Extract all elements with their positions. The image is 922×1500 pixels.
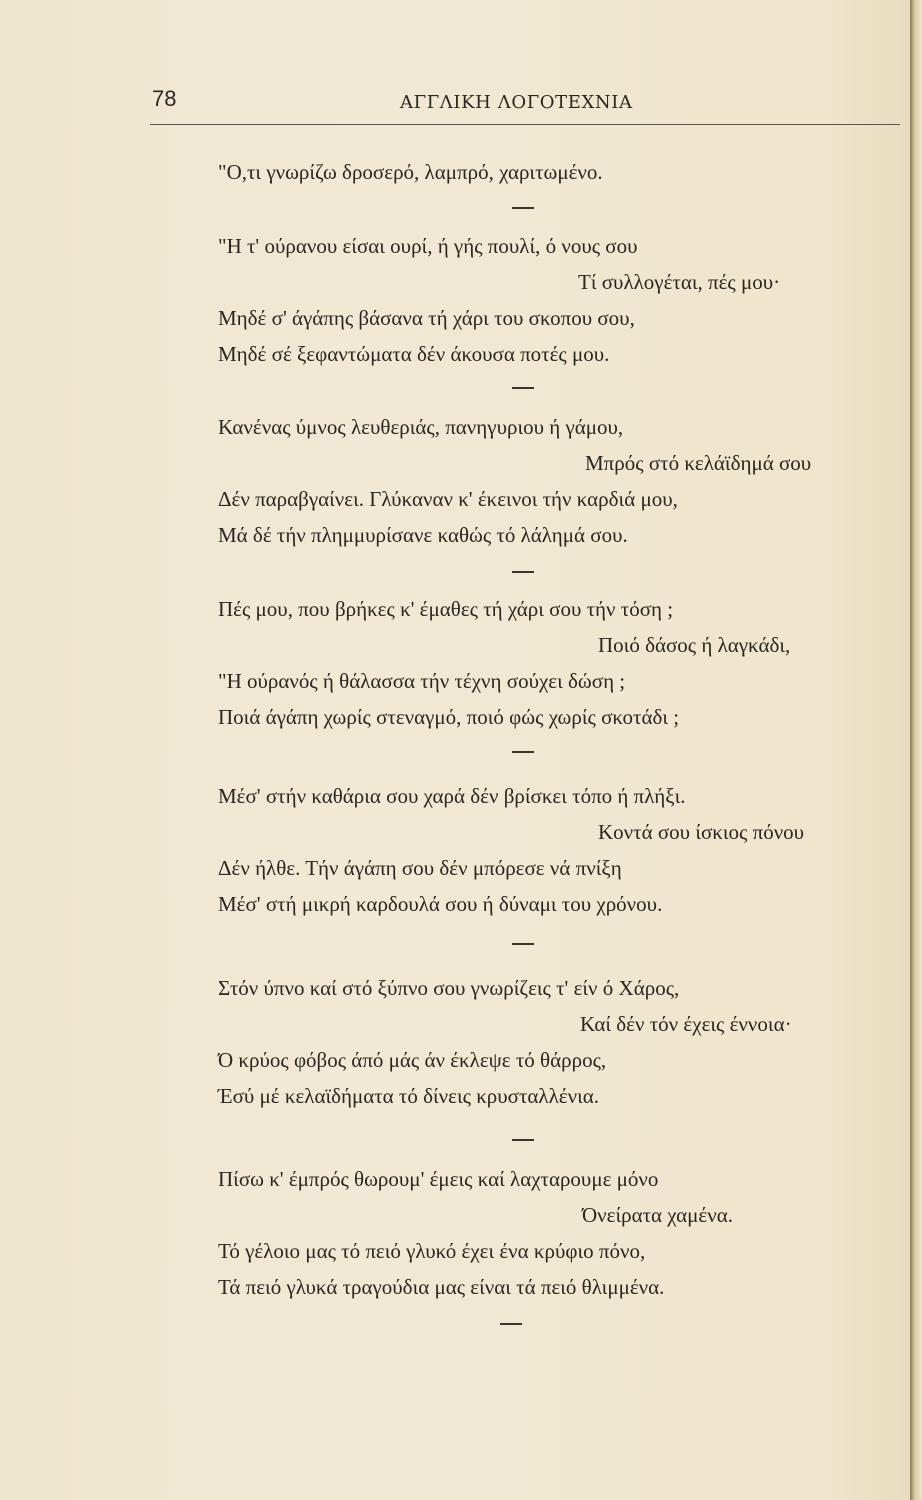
poem-line-indented: Μπρός στό κελάϊδημά σου: [585, 451, 812, 475]
poem-line: Τά πειό γλυκά τραγούδια μας είναι τά πειό θλιμμένα.: [218, 1275, 665, 1299]
poem-line: Μά δέ τήν πλημμυρίσανε καθώς τό λάλημά σου.: [218, 523, 628, 547]
poem-line: Μηδέ σέ ξεφαντώματα δέν άκουσα ποτές μου.: [218, 342, 610, 366]
poem-line: Μέσ' στή μικρή καρδουλά σου ή δύναμι του χρόνου.: [218, 892, 663, 916]
poem-line: Πίσω κ' έμπρός θωρουμ' έμεις καί λαχταρουμε μόνο: [218, 1167, 659, 1191]
poem-line-indented: Ποιό δάσος ή λαγκάδι,: [598, 633, 791, 657]
poem-line: Έσύ μέ κελαϊδήματα τό δίνεις κρυσταλλένια.: [218, 1084, 599, 1108]
header-rule: [150, 124, 900, 125]
running-head: ΑΓΓΛΙΚΗ ΛΟΓΟΤΕΧΝΙΑ: [400, 92, 633, 113]
poem-line: Τό γέλοιο μας τό πειό γλυκό έχει ένα κρύφιο πόνο,: [218, 1239, 646, 1263]
page-header: [0, 80, 922, 120]
stanza-separator: [512, 571, 534, 573]
stanza-separator: [512, 751, 534, 753]
page-edge: [910, 0, 922, 1500]
poem-line: "Η ούρανός ή θάλασσα τήν τέχνη σούχει δώση ;: [218, 669, 626, 693]
stanza-separator: [512, 387, 534, 389]
poem-line: Ό κρύος φόβος άπό μάς άν έκλεψε τό θάρρος,: [218, 1048, 607, 1072]
page-number: 78: [152, 86, 177, 111]
poem-line: Πές μου, που βρήκες κ' έμαθες τή χάρι σου τήν τόση ;: [218, 597, 674, 621]
poem-line-indented: Τί συλλογέται, πές μου·: [578, 270, 781, 294]
poem-line: Μέσ' στήν καθάρια σου χαρά δέν βρίσκει τόπο ή πλήξι.: [218, 784, 686, 808]
poem-line-indented: Καί δέν τόν έχεις έννοια·: [580, 1012, 792, 1036]
poem-line-indented: Κοντά σου ίσκιος πόνου: [598, 820, 805, 844]
poem-line: "Ο,τι γνωρίζω δροσερό, λαμπρό, χαριτωμένο.: [218, 160, 603, 184]
poem-line: "Η τ' ούρανου είσαι ουρί, ή γής πουλί, ό νους σου: [218, 234, 638, 258]
poem-line: Στόν ύπνο καί στό ξύπνο σου γνωρίζεις τ' είν ό Χάρος,: [218, 976, 680, 1000]
stanza-separator: [512, 1139, 534, 1141]
poem-line: Δέν παραβγαίνει. Γλύκαναν κ' έκεινοι τήν καρδιά μου,: [218, 487, 678, 511]
stanza-separator: [500, 1323, 522, 1325]
stanza-separator: [512, 207, 534, 209]
stanza-separator: [512, 943, 534, 945]
poem-line: Κανένας ύμνος λευθεριάς, πανηγυριου ή γάμου,: [218, 415, 624, 439]
poem-line: Δέν ήλθε. Τήν άγάπη σου δέν μπόρεσε νά πνίξη: [218, 856, 622, 880]
poem-line-indented: Όνείρατα χαμένα.: [582, 1203, 733, 1227]
poem-line: Ποιά άγάπη χωρίς στεναγμό, ποιό φώς χωρίς σκοτάδι ;: [218, 705, 680, 729]
poem-line: Μηδέ σ' άγάπης βάσανα τή χάρι του σκοπου σου,: [218, 306, 635, 330]
